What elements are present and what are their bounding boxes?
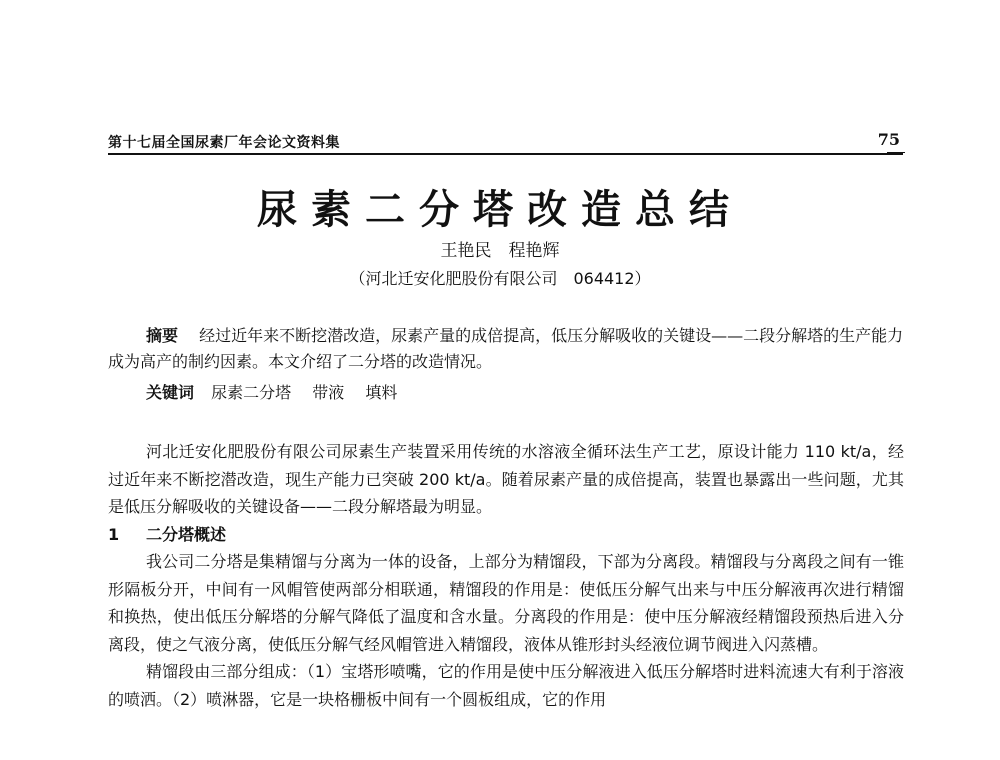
- section-heading: [108, 521, 904, 549]
- body-paragraph: 精馏段由三部分组成：（1）宝塔形喷嘴，它的作用是使中压分解液进入低压分解塔时进料流速大有利于溶液的喷洒。（2）喷淋器，它是一块格栅板中间有一个圆板组成，它的作用: [108, 662, 904, 709]
- keyword: 尿素二分塔: [211, 383, 292, 402]
- journal-name: 第十七届全国尿素厂年会论文资料集: [108, 135, 340, 151]
- keywords: [146, 380, 846, 406]
- body-paragraph: 我公司二分塔是集精馏与分离为一体的设备，上部分为精馏段，下部为分离段。精馏段与分离段之间有一锥形隔板分开，中间有一风帽管使两部分相联通，精馏段的作用是：使低压分解气出来与中压分解液再次进行精馏和换热，使出低压分解塔的分解气降低了温度和含水量。分离段的作用是：使中压分解液经精馏段预热后进入分离段，使之气液分离，使低压分解气经风帽管进入精馏段，液体从锥形封头经液位调节阀进入闪蒸槽。: [108, 552, 904, 654]
- header-rule: [108, 153, 903, 155]
- abstract-text: 经过近年来不断挖潜改造，尿素产量的成倍提高，低压分解吸收的关键设——二段分解塔的生产能力成为高产的制约因素。本文介绍了二分塔的改造情况。: [108, 326, 904, 371]
- section-number: 1: [108, 524, 120, 544]
- keywords-label: 关键词: [146, 383, 195, 402]
- body-text: [108, 438, 904, 713]
- intro-paragraph: 河北迁安化肥股份有限公司尿素生产装置采用传统的水溶液全循环法生产工艺，原设计能力 110 kt/a，经过近年来不断挖潜改造，现生产能力已突破 200 kt/a。随着尿素产量的成倍提高，装置也暴露出一些问题，尤其是低压分解吸收的关键设备——二段分解塔最为明显。: [108, 442, 904, 516]
- authors: 王艳民 程艳辉: [440, 241, 560, 261]
- abstract-label: 摘要: [146, 326, 179, 345]
- page-number: 75: [877, 130, 900, 149]
- keyword: 带液: [312, 383, 345, 402]
- abstract: [108, 323, 904, 375]
- affiliation: （河北迁安化肥股份有限公司 064412）: [349, 269, 651, 288]
- keyword: 填料: [365, 383, 398, 402]
- page-number-underline: [887, 152, 905, 153]
- running-header: [108, 128, 908, 154]
- paper-title: 尿素二分塔改造总结: [257, 186, 743, 233]
- section-title: 二分塔概述: [146, 524, 227, 544]
